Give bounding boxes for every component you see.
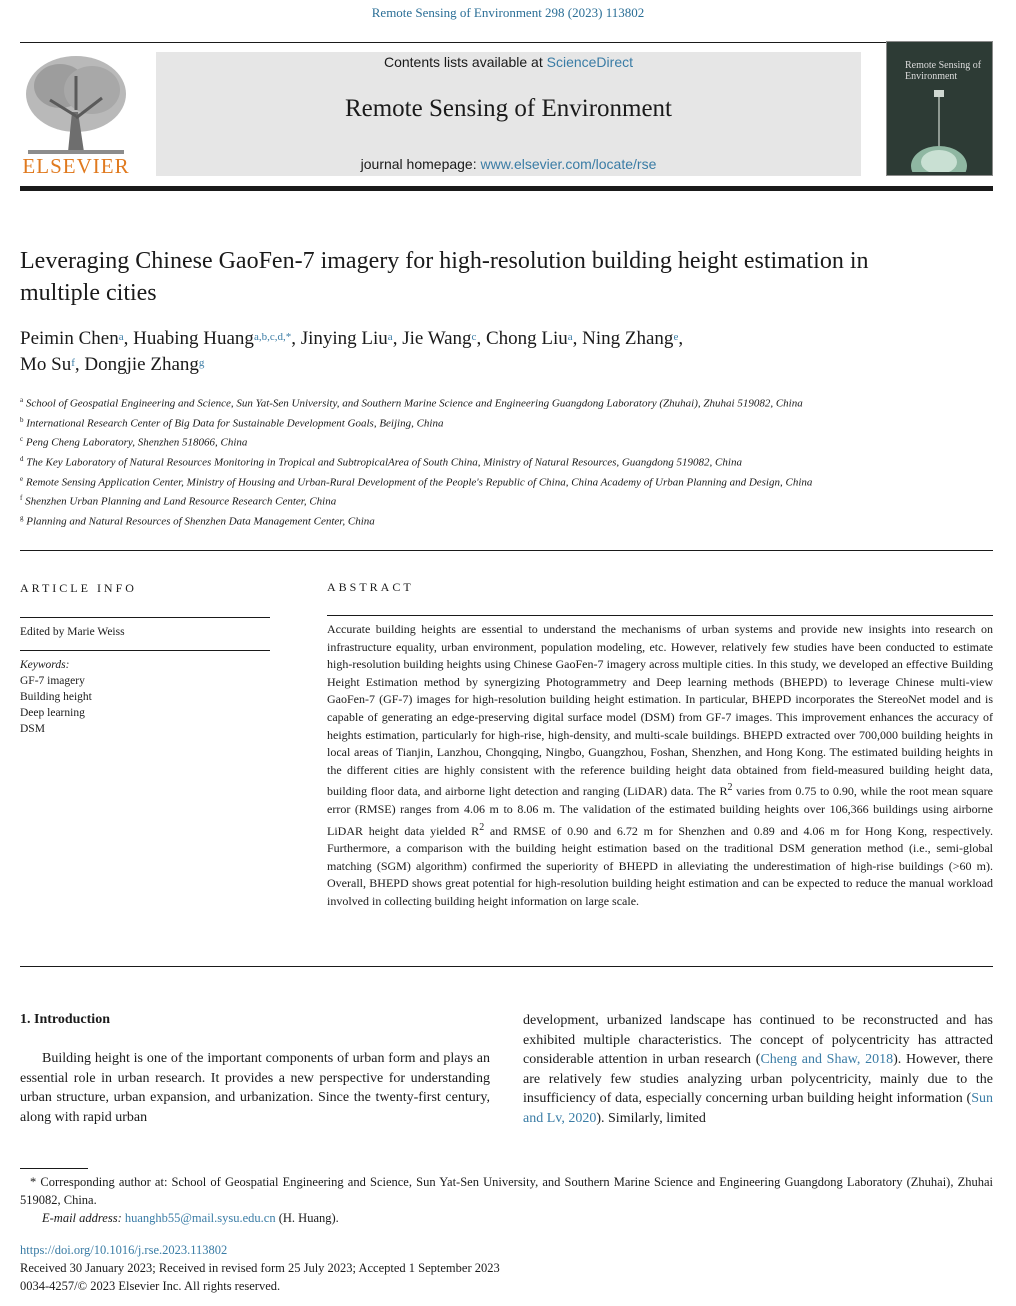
keyword: DSM — [20, 723, 45, 735]
keywords-block — [20, 650, 270, 737]
affiliation: $^e$ Remote Sensing Application Center, Ministry of Housing and Urban-Rural Development of the People's Republic of China, China Academy of Urban Planning and Design, China — [20, 474, 813, 489]
header-rule — [20, 42, 993, 43]
affiliation: $^f$ Shenzhen Urban Planning and Land Resource Research Center, China — [20, 494, 337, 508]
cover-graphic-icon — [887, 82, 992, 172]
elsevier-logo[interactable] — [20, 52, 132, 176]
history-dates: Received 30 January 2023; Received in revised form 25 July 2023; Accepted 1 September 2023 — [20, 1261, 500, 1275]
introduction-left-column: Building height is one of the important components of urban form and plays an essential role in urban research. It provides a new perspective for understanding urban structure, urban expansion, and urbanization. Since the twenty-first century, along with rapid urban — [20, 1051, 490, 1125]
abstract-end-rule — [20, 966, 993, 967]
elsevier-tree-icon — [20, 52, 132, 176]
journal-cover[interactable] — [886, 41, 993, 176]
reference-link[interactable]: Cheng and Shaw, 2018 — [760, 1052, 894, 1067]
keyword: GF-7 imagery — [20, 675, 85, 687]
copyright: 0034-4257/© 2023 Elsevier Inc. All rights reserved. — [20, 1279, 281, 1293]
cover-title: Remote Sensing of Environment — [905, 60, 982, 82]
footnote-marker: * — [30, 1175, 37, 1189]
sciencedirect-link[interactable]: ScienceDirect — [546, 54, 633, 70]
affiliation: $^d$ The Key Laboratory of Natural Resources Monitoring in Tropical and SubtropicalArea of South China, Ministry of Natural Resources, Guangdong 519082, China — [20, 454, 742, 469]
email-link[interactable]: huanghb55@mail.sysu.edu.cn — [124, 1211, 276, 1225]
article-title: Leveraging Chinese GaoFen-7 imagery for high-resolution building height estimation in multiple cities — [20, 248, 869, 306]
author[interactable]: Huabing Huang$^{a,b,c,d,*}$ — [133, 328, 292, 349]
introduction-heading: 1. Introduction — [20, 1012, 110, 1027]
header-thick-rule — [20, 186, 993, 191]
article-info — [20, 580, 270, 737]
affiliation: $^g$ Planning and Natural Resources of Shenzhen Data Management Center, China — [20, 513, 375, 528]
affiliation: $^a$ School of Geospatial Engineering and Science, Sun Yat-Sen University, and Southern Marine Science and Engineering Guangdong Laboratory (Zhuhai), Zhuhai 519082, China — [20, 396, 803, 410]
contents-line: Contents lists available at ScienceDirect — [383, 54, 633, 70]
keyword: Deep learning — [20, 707, 85, 719]
footnote-rule — [20, 1168, 88, 1169]
introduction-right-column: development, urbanized landscape has continued to be reconstructed and has exhibited multiple characteristics. The concept of polycentricity has attracted considerable attention in urban research (Cheng and Shaw, 2018). However, there are relatively few studies analyzing urban polycentricity, mainly due to the insufficiency of data, especially concerning urban building height information (Sun and Lv, 2020). Similarly, limited — [523, 1013, 993, 1126]
author-list: Peimin Chen$^a$, Huabing Huang$^{a,b,c,d,*}$, Jinying Liu$^a$, Jie Wang$^c$, Chong Liu$^a$, Ning Zhang$^e$, Mo Su$^f$, Dongjie Zhang$^g$ — [20, 328, 684, 375]
article-info-heading: ARTICLE INFO — [20, 581, 137, 595]
corresponding-author-footnote: * Corresponding author at: School of Geospatial Engineering and Science, Sun Yat-Sen University, and Southern Marine Science and Engineering Guangdong Laboratory (Zhuhai), Zhuhai 519082, China. E-mail address: huanghb55@mail.sysu.edu.cn (H. Huang). — [20, 1175, 994, 1225]
author[interactable]: Jinying Liu$^a$ — [300, 328, 393, 349]
article-meta — [20, 1241, 993, 1295]
affiliation: $^c$ Peng Cheng Laboratory, Shenzhen 518066, China — [20, 435, 248, 449]
journal-title[interactable]: Remote Sensing of Environment — [344, 95, 673, 122]
abstract-text: Accurate building heights are essential to understand the mechanisms of urban systems and provide new insights into research on infrastructure equality, urban environment, population modeling, etc. However, relatively few studies have been conducted to estimate high-resolution building heights using Chinese GaoFen-7 imagery across multiple cities. In this study, we developed an effective Building Height Estimation method by synergizing Photogrammetry and Deep learning methods (BHEPD) to leverage Chinese multi-view GaoFen-7 (GF-7) images for high-resolution building height estimation. In particular, BHEPD incorporates the StereoNet model and is capable of generating an edge-preserving digital surface model (DSM) from GF-7 images. This improvement enhances the accuracy of heights estimation, particularly for high-rise, high-density, and multi-scale buildings. BHEPD extracted over 700,000 building heights in local areas of Tianjin, Lanzhou, Chongqing, Ningbo, Guangzhou, Foshan, Shenzhen, and Hong Kong. The estimated building heights in the different cities are highly consistent with the reference building height data obtained from field-measured building height data, building floor data, and airborne light detection and ranging (LiDAR) data. The $R^2$ varies from 0.75 to 0.90, while the root mean square error (RMSE) ranges from 4.06 m to 8.06 m. The validation of the estimated building heights over 106,366 buildings using airborne LiDAR height data yielded $R^2$ and RMSE of 0.90 and 6.72 m for Shenzhen and 0.89 and 4.06 m for Hong Kong, respectively. Furthermore, a comparison with the building height estimation based on the traditional DSM generation method (i.e., semi-global matching (SGM) algorithm) confirmed the superiority of BHEPD in alleviating the underestimation of high-rise buildings (>60 m). Overall, BHEPD shows great potential for high-resolution building height estimation and can be expected to reduce the manual workload involved in collecting building height information on large scale. — [327, 615, 993, 911]
author[interactable]: Chong Liu$^a$ — [485, 328, 573, 349]
author[interactable]: Ning Zhang$^e$ — [582, 328, 679, 349]
abstract — [327, 580, 993, 911]
elsevier-wordmark: ELSEVIER — [22, 154, 130, 176]
author[interactable]: Peimin Chen$^a$ — [20, 328, 124, 349]
section-rule — [20, 550, 993, 551]
journal-banner — [156, 52, 861, 176]
journal-citation[interactable]: Remote Sensing of Environment 298 (2023) 113802 — [371, 5, 645, 20]
author[interactable]: Dongjie Zhang$^g$ — [84, 354, 205, 375]
email-label: E-mail address: — [42, 1211, 122, 1225]
keyword: Building height — [20, 691, 92, 703]
affiliation: $^b$ International Research Center of Big Data for Sustainable Development Goals, Beijing, China — [20, 415, 444, 430]
abstract-heading: ABSTRACT — [327, 580, 414, 594]
keywords-label: Keywords: — [20, 659, 70, 671]
reference-link[interactable]: Sun and Lv, 2020 — [523, 1091, 993, 1126]
homepage-line: journal homepage: www.elsevier.com/locate/rse — [360, 156, 657, 172]
author[interactable]: Jie Wang$^c$ — [402, 328, 477, 349]
author[interactable]: Mo Su$^f$ — [20, 354, 75, 375]
editor-line: Edited by Marie Weiss — [20, 617, 270, 640]
doi-link[interactable]: https://doi.org/10.1016/j.rse.2023.113802 — [20, 1243, 228, 1257]
homepage-link[interactable]: www.elsevier.com/locate/rse — [480, 156, 657, 172]
affiliations — [20, 392, 860, 530]
